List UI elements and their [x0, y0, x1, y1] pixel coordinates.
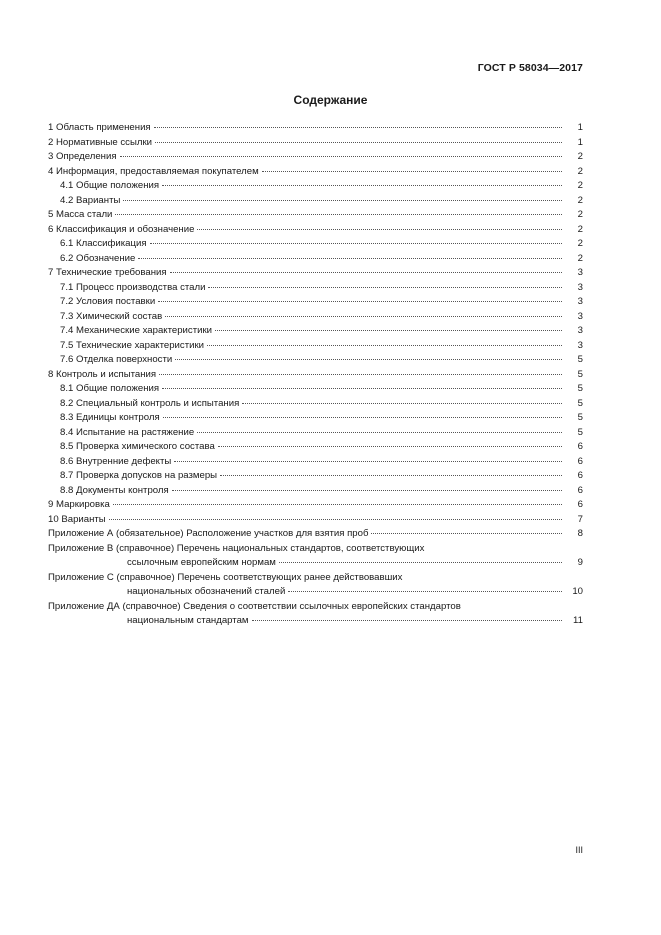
- toc-entry: [48, 484, 583, 499]
- toc-annex-title: Приложение ДА (справочное) Сведения о соответствии ссылочных европейских стандартов: [48, 600, 461, 612]
- toc-entry-page: 5: [577, 397, 583, 409]
- toc-entry-page: 8: [577, 528, 583, 539]
- toc-entry-label: 6.2 Обозначение: [60, 252, 136, 264]
- toc-entry-label: 8.8 Документы контроля: [60, 484, 169, 496]
- toc-annex-page: 9: [577, 557, 583, 568]
- toc-entry: [48, 527, 583, 542]
- toc-entry-page: 5: [577, 426, 583, 438]
- dot-leader: [159, 373, 562, 375]
- toc-entry-page: 2: [577, 180, 583, 191]
- toc-entry-page: 3: [577, 339, 583, 351]
- toc-entry-label: 4.1 Общие положения: [60, 180, 160, 191]
- toc-entry-page: 6: [577, 484, 583, 496]
- dot-leader: [197, 228, 562, 230]
- toc-entry-page: 7: [577, 513, 583, 525]
- toc-entry: [48, 397, 583, 412]
- dot-leader: [113, 503, 562, 505]
- toc-entry: [48, 353, 583, 368]
- toc-entry: [48, 194, 583, 209]
- dot-leader: [197, 431, 562, 433]
- toc-annex-continuation: [48, 585, 583, 600]
- toc-annex-title: Приложение В (справочное) Перечень национальных стандартов, соответствующих: [48, 542, 425, 554]
- toc-annex-title: Приложение С (справочное) Перечень соответствующих ранее действовавших: [48, 571, 403, 583]
- toc-entry-label: 6.1 Классификация: [60, 238, 147, 249]
- toc-entry-page: 3: [577, 267, 583, 278]
- toc-entry: [48, 411, 583, 426]
- toc-entry: [48, 382, 583, 397]
- toc-entry-label: 8.1 Общие положения: [60, 383, 160, 394]
- dot-leader: [172, 489, 562, 491]
- toc-entry: [48, 426, 583, 441]
- toc-entry-page: 2: [577, 223, 583, 235]
- toc-entry-page: 3: [577, 281, 583, 293]
- toc-annex-page: 10: [572, 586, 583, 597]
- toc-entry-label: 8.7 Проверка допусков на размеры: [60, 470, 218, 481]
- dot-leader: [252, 619, 562, 621]
- toc-entry-label: 1 Область применения: [48, 122, 151, 133]
- toc-entry: [48, 440, 583, 455]
- toc-entry-page: 1: [577, 136, 583, 148]
- toc-entry-page: 5: [577, 383, 583, 394]
- toc-entry: [48, 339, 583, 354]
- toc-entry-page: 6: [577, 470, 583, 481]
- toc-entry-label: Приложение А (обязательное) Расположение участков для взятия проб: [48, 528, 369, 539]
- toc-entry-label: 9 Маркировка: [48, 499, 110, 510]
- dot-leader: [262, 170, 562, 172]
- toc-entry-page: 2: [577, 209, 583, 220]
- toc-entry-label: 6 Классификация и обозначение: [48, 223, 195, 235]
- toc-entry: [48, 179, 583, 194]
- toc-entry: [48, 208, 583, 223]
- toc-annex-entry: [48, 571, 583, 600]
- toc-entry-label: 7.5 Технические характеристики: [60, 339, 205, 351]
- dot-leader: [138, 257, 562, 259]
- page-number: III: [575, 845, 583, 855]
- dot-leader: [163, 416, 562, 418]
- document-id: ГОСТ Р 58034—2017: [477, 62, 583, 74]
- toc-entry: [48, 469, 583, 484]
- toc-entry-page: 5: [577, 354, 583, 365]
- toc-entry-label: 2 Нормативные ссылки: [48, 136, 153, 148]
- toc-entry-label: 7.1 Процесс производства стали: [60, 281, 206, 293]
- dot-leader: [158, 300, 562, 302]
- toc-entry-label: 7.2 Условия поставки: [60, 296, 156, 307]
- toc-entry-page: 2: [577, 238, 583, 249]
- toc-entry-page: 2: [577, 252, 583, 264]
- dot-leader: [242, 402, 562, 404]
- dot-leader: [162, 184, 562, 186]
- toc-entry: [48, 295, 583, 310]
- toc-entry-label: 3 Определения: [48, 151, 117, 162]
- dot-leader: [150, 242, 562, 244]
- dot-leader: [207, 344, 562, 346]
- toc-entry: [48, 513, 583, 528]
- table-of-contents: [48, 121, 583, 629]
- dot-leader: [115, 213, 562, 215]
- toc-entry-page: 5: [577, 412, 583, 423]
- toc-entry: [48, 324, 583, 339]
- toc-entry-label: 10 Варианты: [48, 513, 106, 525]
- toc-entry-page: 5: [577, 368, 583, 380]
- toc-entry: [48, 136, 583, 151]
- toc-entry: [48, 498, 583, 513]
- dot-leader: [154, 126, 562, 128]
- toc-entry-label: 4.2 Варианты: [60, 194, 121, 206]
- toc-entry-page: 1: [577, 122, 583, 133]
- toc-entry: [48, 455, 583, 470]
- toc-entry-label: 5 Масса стали: [48, 209, 113, 220]
- toc-entry-label: 8 Контроль и испытания: [48, 368, 157, 380]
- toc-entry-label: 7.3 Химический состав: [60, 310, 163, 322]
- dot-leader: [170, 271, 562, 273]
- dot-leader: [162, 387, 562, 389]
- toc-entry-label: 8.5 Проверка химического состава: [60, 441, 215, 452]
- dot-leader: [165, 315, 562, 317]
- toc-entry-page: 2: [577, 151, 583, 162]
- toc-annex-continuation: [48, 556, 583, 571]
- toc-entry: [48, 237, 583, 252]
- dot-leader: [123, 199, 562, 201]
- toc-entry: [48, 165, 583, 180]
- toc-entry-label: 8.6 Внутренние дефекты: [60, 455, 172, 467]
- page-title: Содержание: [293, 93, 368, 107]
- dot-leader: [155, 141, 562, 143]
- dot-leader: [175, 358, 562, 360]
- toc-annex-entry: [48, 600, 583, 629]
- dot-leader: [218, 445, 562, 447]
- dot-leader: [208, 286, 562, 288]
- toc-entry: [48, 368, 583, 383]
- toc-entry: [48, 266, 583, 281]
- toc-entry-page: 3: [577, 310, 583, 322]
- toc-entry-label: 7 Технические требования: [48, 267, 167, 278]
- toc-entry-page: 2: [577, 165, 583, 177]
- toc-annex-subtitle: ссылочным европейским нормам: [127, 557, 276, 568]
- toc-annex-subtitle: национальных обозначений сталей: [127, 586, 286, 597]
- dot-leader: [109, 518, 562, 520]
- dot-leader: [220, 474, 562, 476]
- toc-entry-label: 4 Информация, предоставляемая покупателем: [48, 165, 259, 177]
- toc-annex-page: 11: [573, 615, 583, 626]
- dot-leader: [215, 329, 562, 331]
- toc-entry-label: 8.3 Единицы контроля: [60, 412, 160, 423]
- toc-entry-label: 7.6 Отделка поверхности: [60, 354, 173, 365]
- toc-annex-continuation: [48, 614, 583, 629]
- toc-entry-label: 7.4 Механические характеристики: [60, 325, 213, 336]
- dot-leader: [371, 532, 562, 534]
- toc-entry-page: 3: [577, 325, 583, 336]
- toc-entry-page: 6: [577, 499, 583, 510]
- toc-entry-page: 3: [577, 296, 583, 307]
- toc-entry: [48, 252, 583, 267]
- toc-entry: [48, 310, 583, 325]
- toc-entry: [48, 121, 583, 136]
- toc-entry-page: 2: [577, 194, 583, 206]
- toc-entry: [48, 281, 583, 296]
- dot-leader: [288, 590, 562, 592]
- toc-entry-page: 6: [577, 441, 583, 452]
- toc-entry: [48, 223, 583, 238]
- toc-entry-label: 8.2 Специальный контроль и испытания: [60, 397, 240, 409]
- toc-entry-page: 6: [577, 455, 583, 467]
- toc-annex-subtitle: национальным стандартам: [127, 615, 249, 626]
- toc-entry-label: 8.4 Испытание на растяжение: [60, 426, 195, 438]
- dot-leader: [174, 460, 562, 462]
- dot-leader: [279, 561, 562, 563]
- toc-entry: [48, 150, 583, 165]
- toc-annex-entry: [48, 542, 583, 571]
- dot-leader: [120, 155, 562, 157]
